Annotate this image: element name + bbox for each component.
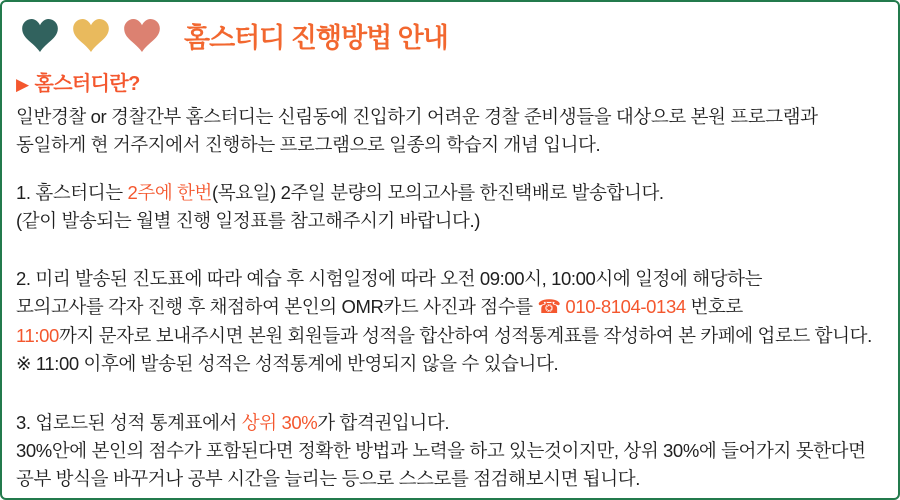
intro-section (16, 71, 884, 159)
section-3-line-1 (16, 409, 884, 437)
section-1-line-2: (같이 발송되는 월별 진행 일정표를 참고해주시기 바랍니다.) (16, 210, 481, 231)
section-3-line-2: 30%안에 본인의 점수가 포함된다면 정확한 방법과 노력을 하고 있는것이지만, 상위 30%에 들어가지 못한다면 (16, 440, 866, 461)
s3-text-rest: 가 합격권입니다. (317, 412, 450, 433)
section-1 (16, 179, 884, 235)
s2-text: 모의고사를 각자 진행 후 채점하여 본인의 OMR카드 사진과 점수를 (16, 296, 538, 317)
yellow-heart-icon (73, 19, 109, 52)
section-2-line-4: ※ 11:00 이후에 발송된 성적은 성적통계에 반영되지 않을 수 있습니다. (16, 353, 559, 374)
intro-heading (16, 71, 884, 98)
teal-heart-icon (22, 19, 58, 52)
phone-number: 010-8104-0134 (560, 296, 686, 317)
page-title: 홈스터디 진행방법 안내 (184, 23, 448, 53)
intro-heading-label: 홈스터디란? (34, 73, 140, 95)
triangle-bullet-icon: ▶ (16, 75, 29, 94)
s3-highlight-top30: 상위 30% (241, 412, 318, 433)
section-1-line-1 (16, 179, 884, 207)
section-3 (16, 409, 884, 493)
s2-highlight-deadline: 11:00 (16, 325, 59, 346)
section-2 (16, 265, 884, 378)
section-2-line-1: 2. 미리 발송된 진도표에 따라 예습 후 시험일정에 따라 오전 09:00시, 10:00시에 일정에 해당하는 (16, 268, 763, 289)
section-3-line-3: 공부 방식을 바꾸거나 공부 시간을 늘리는 등으로 스스로를 점검해보시면 됩니다. (16, 468, 640, 489)
hearts-decoration (22, 19, 160, 52)
s2-text-rest: 번호로 (685, 296, 743, 317)
intro-line-1: 일반경찰 or 경찰간부 홈스터디는 신림동에 진입하기 어려운 경찰 준비생들을 대상으로 본원 프로그램과 (16, 106, 818, 127)
s1-text-rest: (목요일) 2주일 분량의 모의고사를 한진택배로 발송합니다. (211, 182, 664, 203)
s2-line3-rest: 까지 문자로 보내주시면 본원 회원들과 성적을 합산하여 성적통계표를 작성하여 본 카페에 업로드 합니다. (58, 325, 872, 346)
coral-heart-icon (124, 19, 160, 52)
intro-line-2: 동일하게 현 거주지에서 진행하는 프로그램으로 일종의 학습지 개념 입니다. (16, 134, 601, 155)
phone-icon: ☎ (537, 297, 561, 318)
document-header (22, 16, 884, 55)
s3-text: 3. 업로드된 성적 통계표에서 (16, 412, 242, 433)
section-2-line-3 (16, 322, 884, 350)
s1-text: 1. 홈스터디는 (16, 182, 128, 203)
s1-highlight-biweekly: 2주에 한번 (127, 182, 212, 203)
section-2-line-2 (16, 293, 884, 322)
